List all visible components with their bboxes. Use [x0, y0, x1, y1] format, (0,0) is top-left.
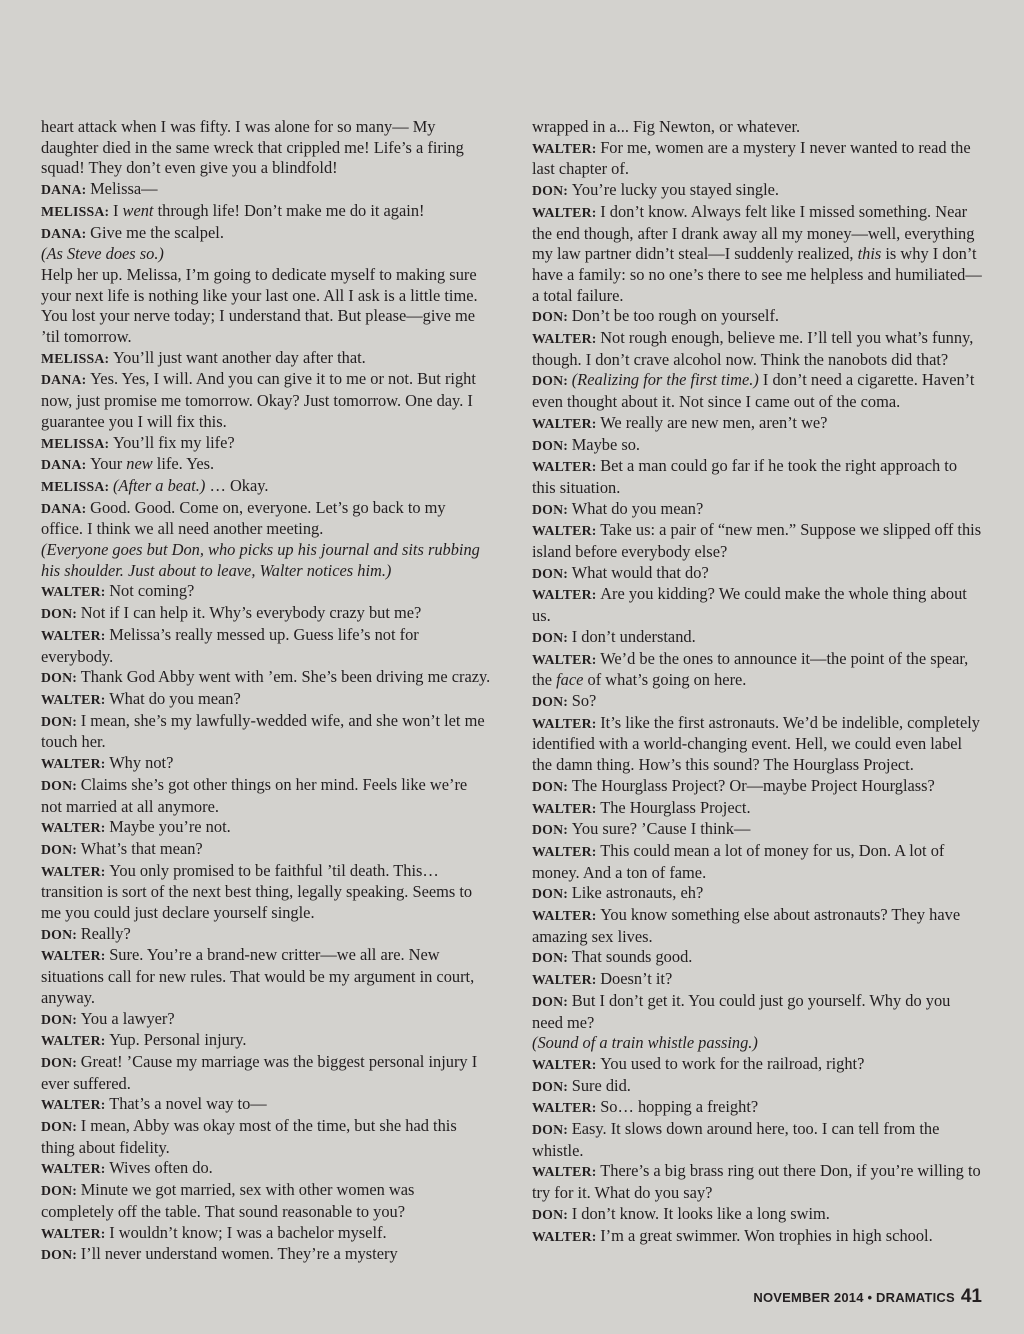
dialogue-text: The Hourglass Project. [600, 797, 751, 817]
dialogue-line [532, 584, 982, 626]
dialogue-text: What would that do? [571, 562, 709, 582]
dialogue-text: You only promised to be faithful ’til death. This… transition is sort of the next best thing, legally speaking. Seems to me you could just declare yourself single. [41, 860, 473, 923]
dialogue-line [532, 798, 982, 820]
dialogue-line [532, 1204, 982, 1226]
dialogue-line [532, 1097, 982, 1119]
stage-direction [41, 540, 491, 581]
dialogue-text: What do you mean? [571, 498, 704, 518]
dialogue-line [532, 947, 982, 969]
speaker-name: WALTER: [41, 584, 106, 600]
emphasis-text: went [122, 200, 154, 220]
dialogue-line [41, 861, 491, 924]
dialogue-text: … Okay. [205, 475, 269, 495]
dialogue-text: What do you mean? [109, 688, 241, 708]
dialogue-line [532, 713, 982, 776]
dialogue-line [41, 433, 491, 455]
dialogue-line [41, 1158, 491, 1180]
dialogue-text: of what’s going on here. [583, 670, 747, 690]
dialogue-line [532, 969, 982, 991]
dialogue-text: For me, women are a mystery I never wanted to read the last chapter of. [532, 137, 971, 179]
dialogue-text: But I don’t get it. You could just go yourself. Why do you need me? [532, 990, 951, 1032]
speaker-name: WALTER: [41, 820, 106, 836]
dialogue-text: through life! Don’t make me do it again! [153, 200, 425, 220]
dialogue-line [532, 370, 982, 412]
dialogue-text: Claims she’s got other things on her mind. Feels like we’re not married at all anymore. [41, 774, 468, 816]
dialogue-text: Thank God Abby went with ’em. She’s been driving me crazy. [80, 667, 491, 687]
dialogue-text: This could mean a lot of money for us, Don. A lot of money. And a ton of fame. [532, 840, 945, 882]
speaker-name: WALTER: [41, 1097, 106, 1113]
speaker-name: MELISSA: [41, 435, 110, 451]
speaker-name: DON: [41, 777, 78, 793]
speaker-name: DON: [532, 950, 569, 966]
dialogue-line [41, 454, 491, 476]
speaker-name: WALTER: [532, 1100, 597, 1116]
stage-direction [532, 1033, 982, 1054]
speaker-name: WALTER: [532, 523, 597, 539]
dialogue-text: Sure did. [571, 1075, 631, 1095]
dialogue-line [41, 924, 491, 946]
speaker-name: DON: [41, 1011, 78, 1027]
speaker-name: DON: [532, 993, 569, 1009]
dialogue-line [41, 498, 491, 540]
dialogue-text: You’ll just want another day after that. [112, 347, 366, 367]
speaker-name: WALTER: [532, 1056, 597, 1072]
dialogue-text: Not coming? [109, 581, 195, 601]
dialogue-text: is why I don’t have a family: so no one’s there to see me helpless and humiliated—a total failure. [532, 244, 982, 305]
speaker-name: WALTER: [41, 863, 106, 879]
speaker-name: WALTER: [532, 972, 597, 988]
stage-direction [41, 244, 491, 265]
stage-direction-text: (Sound of a train whistle passing.) [532, 1033, 758, 1053]
dialogue-line [41, 1009, 491, 1031]
inline-stage-direction: (After a beat.) [112, 475, 206, 495]
dialogue-text: Maybe you’re not. [109, 817, 231, 837]
speaker-name: DON: [41, 670, 78, 686]
dialogue-text: I wouldn’t know; I was a bachelor myself. [109, 1222, 387, 1242]
dialogue-line [41, 1094, 491, 1116]
stage-direction-text: (As Steve does so.) [41, 244, 164, 264]
speaker-name: WALTER: [532, 459, 597, 475]
dialogue-line [532, 1054, 982, 1076]
speaker-name: WALTER: [532, 140, 597, 156]
dialogue-line [532, 627, 982, 649]
dialogue-line [532, 1076, 982, 1098]
speaker-name: DON: [532, 309, 569, 325]
dialogue-text: Not rough enough, believe me. I’ll tell you what’s funny, though. I don’t crave alcohol now. Think the nanobots did that? [532, 328, 974, 369]
dialogue-line [41, 1244, 491, 1266]
speaker-name: DON: [532, 183, 569, 199]
dialogue-text: Good. Good. Come on, everyone. Let’s go back to my office. I think we all need another meeting. [41, 497, 446, 539]
dialogue-line [41, 1052, 491, 1094]
speaker-name: DON: [532, 693, 569, 709]
dialogue-text: That sounds good. [571, 947, 693, 967]
dialogue-line [41, 223, 491, 245]
speaker-name: WALTER: [41, 948, 106, 964]
dialogue-continuation [41, 265, 491, 348]
dialogue-text: Yup. Personal injury. [109, 1030, 247, 1050]
dialogue-text: What’s that mean? [80, 838, 203, 858]
dialogue-line [532, 649, 982, 691]
speaker-name: DON: [41, 1183, 78, 1199]
dialogue-text: I [112, 200, 123, 220]
speaker-name: WALTER: [41, 756, 106, 772]
speaker-name: DON: [41, 1247, 78, 1263]
emphasis-text: this [857, 244, 882, 264]
speaker-name: DANA: [41, 372, 87, 388]
emphasis-text: new [126, 454, 153, 474]
dialogue-line [41, 945, 491, 1008]
speaker-name: DON: [532, 565, 569, 581]
dialogue-text: Give me the scalpel. [90, 222, 224, 242]
dialogue-line [41, 369, 491, 432]
emphasis-text: face [556, 670, 584, 690]
speaker-name: DON: [532, 373, 569, 389]
speaker-name: DON: [41, 606, 78, 622]
right-column [532, 117, 982, 1247]
speaker-name: WALTER: [41, 1161, 106, 1177]
dialogue-text: life. Yes. [152, 454, 215, 474]
dialogue-line [532, 1226, 982, 1248]
dialogue-line [41, 1030, 491, 1052]
dialogue-text: That’s a novel way to— [109, 1094, 267, 1114]
speaker-name: DON: [532, 1122, 569, 1138]
dialogue-line [532, 819, 982, 841]
dialogue-text: There’s a big brass ring out there Don, if you’re willing to try for it. What do you say? [532, 1161, 981, 1203]
dialogue-line [532, 138, 982, 180]
speaker-name: WALTER: [532, 651, 597, 667]
dialogue-text: Your [90, 454, 127, 474]
dialogue-line [532, 180, 982, 202]
dialogue-text: heart attack when I was fifty. I was alone for so many— My daughter died in the same wreck that crippled me! Life’s a firing squad! They don’t even give you a blindfold! [41, 117, 464, 178]
speaker-name: DON: [532, 1206, 569, 1222]
dialogue-line [41, 817, 491, 839]
dialogue-line [532, 435, 982, 457]
dialogue-line [532, 456, 982, 498]
speaker-name: WALTER: [532, 908, 597, 924]
dialogue-continuation [532, 117, 982, 138]
speaker-name: DON: [532, 778, 569, 794]
issue-label: NOVEMBER 2014 • DRAMATICS [753, 1290, 955, 1305]
dialogue-text: The Hourglass Project? Or—maybe Project Hourglass? [571, 775, 935, 795]
dialogue-text: Sure. You’re a brand-new critter—we all are. New situations call for new rules. That would be my argument in court, anyway. [41, 945, 475, 1007]
dialogue-text: You sure? ’Cause I think— [571, 819, 751, 839]
speaker-name: WALTER: [41, 691, 106, 707]
speaker-name: DANA: [41, 500, 87, 516]
dialogue-line [532, 306, 982, 328]
page-footer [753, 1286, 982, 1308]
dialogue-line [532, 1119, 982, 1161]
speaker-name: WALTER: [532, 331, 597, 347]
inline-stage-direction: (Realizing for the first time.) [571, 370, 759, 390]
speaker-name: WALTER: [532, 204, 597, 220]
dialogue-text: wrapped in a... Fig Newton, or whatever. [532, 117, 801, 136]
dialogue-text: Melissa— [90, 179, 158, 199]
dialogue-text: Bet a man could go far if he took the right approach to this situation. [532, 456, 958, 497]
dialogue-text: Wives often do. [109, 1158, 213, 1178]
dialogue-line [532, 328, 982, 370]
speaker-name: DON: [532, 437, 569, 453]
speaker-name: WALTER: [532, 1228, 597, 1244]
dialogue-line [41, 753, 491, 775]
speaker-name: DON: [41, 926, 78, 942]
dialogue-text: Maybe so. [571, 434, 641, 454]
dialogue-text: You know something else about astronauts? They have amazing sex lives. [532, 905, 961, 946]
speaker-name: DANA: [41, 182, 87, 198]
dialogue-text: Help her up. Melissa, I’m going to dedicate myself to making sure your next life is nothing like your last one. All I ask is a little time. You lost your nerve today; I understand that. But please—give me ’til tomorrow. [41, 264, 478, 347]
dialogue-text: Great! ’Cause my marriage was the biggest personal injury I ever suffered. [41, 1051, 478, 1093]
dialogue-text: I don’t understand. [571, 626, 696, 646]
dialogue-line [532, 691, 982, 713]
speaker-name: MELISSA: [41, 350, 110, 366]
dialogue-text: Easy. It slows down around here, too. I can tell from the whistle. [532, 1119, 940, 1160]
dialogue-text: I don’t know. Always felt like I missed something. Near the end though, after I drank away all my money—well, everything my law partner didn’t steal—I suddenly realized, [532, 201, 975, 264]
dialogue-line [41, 476, 491, 498]
speaker-name: DON: [532, 822, 569, 838]
dialogue-line [532, 413, 982, 435]
speaker-name: DANA: [41, 457, 87, 473]
speaker-name: WALTER: [41, 1033, 106, 1049]
dialogue-text: You’ll fix my life? [112, 432, 235, 452]
dialogue-line [41, 1223, 491, 1245]
speaker-name: WALTER: [532, 715, 597, 731]
speaker-name: DON: [41, 841, 78, 857]
dialogue-text: Minute we got married, sex with other women was completely off the table. That sound reasonable to you? [41, 1180, 415, 1221]
speaker-name: WALTER: [532, 415, 597, 431]
page-number: 41 [960, 1286, 982, 1307]
dialogue-text: So? [571, 690, 597, 710]
speaker-name: DANA: [41, 225, 87, 241]
dialogue-text: We really are new men, aren’t we? [600, 412, 828, 432]
dialogue-line [41, 689, 491, 711]
dialogue-line [41, 201, 491, 223]
dialogue-text: Not if I can help it. Why’s everybody crazy but me? [80, 603, 422, 623]
dialogue-line [532, 841, 982, 883]
dialogue-line [41, 348, 491, 370]
dialogue-line [41, 775, 491, 817]
dialogue-line [41, 711, 491, 753]
dialogue-text: I’ll never understand women. They’re a mystery [80, 1244, 398, 1264]
dialogue-text: It’s like the first astronauts. We’d be indelible, completely identified with a world-changing event. Hell, we could even label the damn thing. How’s this sound? The Hourglass Project. [532, 712, 981, 775]
dialogue-text: You a lawyer? [80, 1008, 175, 1028]
dialogue-text: I’m a great swimmer. Won trophies in high school. [600, 1225, 933, 1245]
dialogue-line [532, 202, 982, 307]
dialogue-text: I mean, she’s my lawfully-wedded wife, and she won’t let me touch her. [41, 710, 485, 752]
dialogue-text: Are you kidding? We could make the whole thing about us. [532, 584, 967, 626]
dialogue-text: We’d be the ones to announce it—the point of the spear, the [532, 648, 969, 690]
dialogue-line [532, 776, 982, 798]
dialogue-line [41, 179, 491, 201]
dialogue-text: Doesn’t it? [600, 969, 673, 989]
dialogue-text: Yes. Yes, I will. And you can give it to me or not. But right now, just promise me tomorrow. Okay? Just tomorrow. One day. I guarantee you I will fix this. [41, 369, 476, 431]
speaker-name: WALTER: [532, 587, 597, 603]
dialogue-text: I don’t know. It looks like a long swim. [571, 1203, 830, 1223]
dialogue-line [532, 905, 982, 947]
speaker-name: DON: [532, 501, 569, 517]
dialogue-line [41, 667, 491, 689]
dialogue-line [41, 1180, 491, 1222]
dialogue-text: I mean, Abby was okay most of the time, but she had this thing about fidelity. [41, 1116, 457, 1157]
dialogue-text: Melissa’s really messed up. Guess life’s not for everybody. [41, 624, 419, 666]
dialogue-line [41, 603, 491, 625]
dialogue-text: So… hopping a freight? [600, 1097, 759, 1117]
speaker-name: WALTER: [41, 1225, 106, 1241]
dialogue-line [532, 563, 982, 585]
dialogue-text: Like astronauts, eh? [571, 883, 704, 903]
dialogue-line [532, 883, 982, 905]
dialogue-line [41, 625, 491, 667]
speaker-name: WALTER: [532, 800, 597, 816]
dialogue-line [532, 1161, 982, 1203]
dialogue-text: Why not? [109, 753, 174, 773]
speaker-name: DON: [532, 1078, 569, 1094]
stage-direction-text: (Everyone goes but Don, who picks up his journal and sits rubbing his shoulder. Just about to leave, Walter notices him.) [41, 540, 480, 580]
speaker-name: DON: [41, 1054, 78, 1070]
dialogue-text: Take us: a pair of “new men.” Suppose we slipped off this island before everybody else? [532, 520, 982, 562]
dialogue-text: You’re lucky you stayed single. [571, 180, 780, 200]
speaker-name: WALTER: [532, 1164, 597, 1180]
dialogue-line [41, 1116, 491, 1158]
speaker-name: MELISSA: [41, 203, 110, 219]
dialogue-continuation [41, 117, 491, 179]
dialogue-line [532, 991, 982, 1033]
dialogue-text: Really? [80, 923, 131, 943]
speaker-name: WALTER: [532, 843, 597, 859]
left-column [41, 117, 491, 1266]
dialogue-line [41, 581, 491, 603]
speaker-name: WALTER: [41, 627, 106, 643]
speaker-name: DON: [41, 1119, 78, 1135]
dialogue-text: I don’t need a cigarette. Haven’t even thought about it. Not since I came out of the coma. [532, 370, 975, 412]
speaker-name: DON: [532, 886, 569, 902]
speaker-name: DON: [532, 629, 569, 645]
dialogue-line [41, 839, 491, 861]
dialogue-line [532, 520, 982, 562]
dialogue-text: Don’t be too rough on yourself. [571, 306, 780, 326]
speaker-name: MELISSA: [41, 478, 110, 494]
dialogue-text: You used to work for the railroad, right? [600, 1053, 865, 1073]
speaker-name: DON: [41, 713, 78, 729]
dialogue-line [532, 499, 982, 521]
